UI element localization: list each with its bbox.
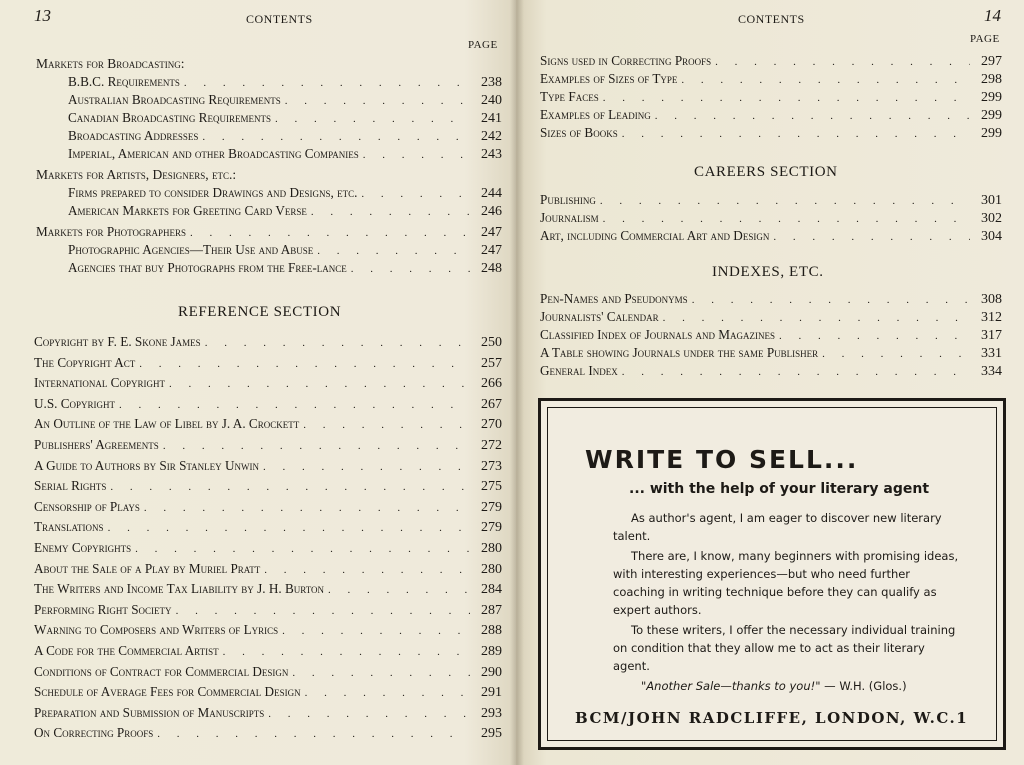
toc-entry	[540, 344, 1002, 362]
toc-entry-page: 299	[981, 108, 1002, 123]
toc-entry	[36, 223, 502, 241]
leader-dots	[144, 498, 470, 519]
toc-entry-title: Classified Index of Journals and Magazines	[540, 327, 776, 342]
toc-entry	[34, 414, 502, 435]
toc-entry-page: 295	[481, 726, 502, 742]
toc-entry-title: Conditions of Contract for Commercial Design	[34, 663, 289, 679]
leader-dots	[184, 74, 470, 92]
toc-entry-title: An Outline of the Law of Libel by J. A. Crockett	[34, 416, 300, 432]
leader-dots	[822, 345, 970, 363]
toc-entry	[34, 435, 502, 456]
toc-entry	[34, 497, 502, 518]
toc-entry-page: 243	[481, 147, 502, 162]
toc-entry-page: 280	[481, 540, 502, 556]
toc-entry-title: Markets for Broadcasting:	[36, 56, 185, 71]
toc-entry-title: International Copyright	[34, 375, 165, 391]
toc-entry-title: Enemy Copyrights	[34, 539, 132, 555]
toc-entry-page: 298	[981, 72, 1002, 87]
leader-dots	[600, 192, 970, 210]
toc-entry-page: 273	[481, 458, 502, 474]
leader-dots	[108, 518, 470, 539]
leader-dots	[603, 210, 970, 228]
leader-dots	[773, 228, 970, 246]
toc-entry-title: Art, including Commercial Art and Design	[540, 228, 770, 243]
toc-entry-page: 267	[481, 396, 502, 412]
toc-entry-page: 246	[481, 204, 502, 219]
careers-section-heading: CAREERS SECTION	[694, 164, 838, 180]
page-column-label-right: PAGE	[970, 33, 1000, 45]
toc-entry	[540, 227, 1002, 245]
leader-dots	[361, 185, 470, 203]
toc-entry-page: 304	[981, 229, 1002, 244]
toc-entry-title: Firms prepared to consider Drawings and Designs, etc.	[68, 185, 358, 200]
toc-entry	[540, 362, 1002, 380]
toc-entry	[34, 332, 502, 353]
toc-entry-title: Copyright by F. E. Skone James	[34, 334, 201, 349]
leader-dots	[176, 601, 470, 622]
toc-entry-page: 279	[481, 499, 502, 515]
toc-entry-page: 244	[481, 186, 502, 201]
toc-entry-title: Type Faces	[540, 89, 599, 104]
ad-paragraph: To these writers, I offer the necessary individual training on condition that they allow me to act as their literary agent.	[613, 623, 956, 673]
toc-entry-title: On Correcting Proofs	[34, 725, 154, 741]
toc-entry-title: Translations	[34, 519, 104, 535]
leader-dots	[692, 291, 970, 309]
toc-entry-title: Broadcasting Addresses	[68, 128, 199, 143]
leader-dots	[119, 395, 470, 416]
leader-dots	[663, 309, 970, 327]
toc-entry-page: 275	[481, 479, 502, 495]
toc-entry	[34, 620, 502, 641]
toc-entry-page: 250	[481, 335, 502, 350]
toc-entry	[36, 145, 502, 163]
toc-entry-page: 247	[481, 243, 502, 258]
toc-entry-title: Canadian Broadcasting Requirements	[68, 110, 271, 125]
toc-entry-title: Performing Right Society	[34, 601, 172, 617]
advertisement-box	[538, 398, 1006, 750]
page-number-right: 14	[984, 6, 1001, 25]
ad-subheadline: ... with the help of your literary agent	[629, 481, 930, 497]
toc-entry-title: Examples of Sizes of Type	[540, 71, 678, 86]
leader-dots	[264, 560, 470, 581]
reference-section-heading: REFERENCE SECTION	[178, 304, 342, 320]
toc-entry	[34, 703, 502, 724]
leader-dots	[622, 125, 970, 143]
toc-entry	[34, 476, 502, 497]
toc-entry-title: Imperial, American and other Broadcasting Companies	[68, 146, 359, 161]
page-number-left: 13	[34, 6, 51, 25]
toc-entry-title: About the Sale of a Play by Muriel Pratt	[34, 560, 261, 576]
toc-entry	[540, 70, 1002, 88]
toc-entry-page: 331	[981, 346, 1002, 361]
toc-entry-page: 238	[481, 75, 502, 90]
ad-headline: WRITE TO SELL...	[585, 445, 859, 474]
toc-entry-page: 334	[981, 364, 1002, 379]
toc-entry-title: Sizes of Books	[540, 125, 618, 140]
toc-entry-page: 270	[481, 417, 502, 433]
toc-entry-title: Publishers' Agreements	[34, 436, 159, 452]
toc-entry-page: 291	[481, 685, 502, 701]
toc-entry	[540, 209, 1002, 227]
toc-entry	[540, 106, 1002, 124]
leader-dots	[305, 683, 470, 704]
leader-dots	[303, 415, 470, 436]
toc-entry-title: Markets for Photographers	[36, 224, 187, 239]
toc-entry	[34, 641, 502, 662]
toc-entry	[34, 559, 502, 580]
leader-dots	[263, 457, 470, 478]
toc-entry	[34, 723, 502, 744]
leader-dots	[779, 327, 970, 345]
leader-dots	[205, 333, 470, 354]
leader-dots	[622, 363, 970, 381]
toc-entry	[36, 241, 502, 259]
toc-entry-title: Markets for Artists, Designers, etc.:	[36, 167, 237, 182]
toc-entry	[34, 662, 502, 683]
toc-entry-page: 242	[481, 129, 502, 144]
toc-entry-title: General Index	[540, 363, 618, 378]
toc-entry-title: B.B.C. Requirements	[68, 74, 180, 89]
toc-reference-list	[34, 332, 502, 744]
toc-entry-page: 299	[981, 126, 1002, 141]
toc-entry	[36, 55, 502, 73]
toc-entry	[540, 52, 1002, 70]
leader-dots	[223, 642, 470, 663]
leader-dots	[317, 242, 470, 260]
toc-entry	[34, 373, 502, 394]
toc-entry-page: 288	[481, 623, 502, 639]
leader-dots	[275, 110, 470, 128]
toc-entry	[36, 109, 502, 127]
toc-printing-list	[540, 52, 1002, 142]
ad-paragraph: There are, I know, many beginners with promising ideas, with interesting experiences—but who need further coaching in writing technique before they can qualify as expert authors.	[613, 549, 959, 617]
toc-entry	[540, 191, 1002, 209]
leader-dots	[157, 724, 470, 745]
toc-entry-title: Censorship of Plays	[34, 498, 140, 514]
toc-entry-title: Publishing	[540, 192, 596, 207]
toc-entry	[34, 353, 502, 374]
toc-entry-title: Warning to Composers and Writers of Lyrics	[34, 622, 279, 638]
ad-testimonial	[641, 679, 907, 693]
leader-dots	[351, 260, 470, 278]
toc-entry-page: 280	[481, 561, 502, 577]
toc-entry-title: Australian Broadcasting Requirements	[68, 92, 281, 107]
toc-entry	[34, 579, 502, 600]
leader-dots	[363, 146, 470, 164]
ad-quote-text: "Another Sale—thanks to you!"	[641, 679, 821, 693]
leader-dots	[655, 107, 970, 125]
leader-dots	[202, 128, 470, 146]
toc-entry-title: A Code for the Commercial Artist	[34, 642, 219, 658]
toc-entry	[34, 456, 502, 477]
toc-entry-title: Pen-Names and Pseudonyms	[540, 291, 688, 306]
leader-dots	[163, 436, 470, 457]
toc-careers-list	[540, 191, 1002, 245]
ad-paragraph: As author's agent, I am eager to discover new literary talent.	[613, 511, 942, 543]
toc-entry-title: The Copyright Act	[34, 354, 136, 370]
toc-entry-title: A Table showing Journals under the same Publisher	[540, 345, 819, 360]
toc-entry	[36, 166, 502, 184]
toc-entry	[540, 88, 1002, 106]
leader-dots	[135, 539, 470, 560]
page-column-label-left: PAGE	[468, 39, 498, 51]
toc-entry	[36, 184, 502, 202]
toc-entry-page: 293	[481, 705, 502, 721]
toc-entry-title: Examples of Leading	[540, 107, 651, 122]
toc-entry	[540, 124, 1002, 142]
leader-dots	[190, 224, 470, 242]
ad-address: BCM/JOHN RADCLIFFE, LONDON, W.C.1	[575, 709, 969, 727]
toc-entry-page: 284	[481, 582, 502, 598]
toc-entry-page: 301	[981, 193, 1002, 208]
toc-entry-title: A Guide to Authors by Sir Stanley Unwin	[34, 457, 259, 473]
toc-entry	[540, 308, 1002, 326]
leader-dots	[603, 89, 970, 107]
toc-entry-title: American Markets for Greeting Card Verse	[68, 203, 307, 218]
toc-entry	[34, 682, 502, 703]
toc-entry-page: 248	[481, 261, 502, 276]
toc-entry-title: Agencies that buy Photographs from the Free-lance	[68, 260, 347, 275]
book-gutter	[510, 0, 524, 765]
toc-entry-page: 289	[481, 643, 502, 659]
leader-dots	[311, 203, 470, 221]
toc-entry-page: 272	[481, 437, 502, 453]
running-head-left: CONTENTS	[246, 12, 313, 26]
toc-entry-page: 266	[481, 376, 502, 392]
toc-entry	[36, 73, 502, 91]
leader-dots	[282, 621, 470, 642]
toc-entry-title: Serial Rights	[34, 478, 107, 494]
toc-entry	[36, 259, 502, 277]
toc-entry-title: Schedule of Average Fees for Commercial Design	[34, 684, 301, 700]
toc-entry-page: 279	[481, 520, 502, 536]
toc-entry-page: 299	[981, 90, 1002, 105]
toc-entry	[34, 538, 502, 559]
toc-entry	[34, 600, 502, 621]
toc-entry-title: Signs used in Correcting Proofs	[540, 53, 712, 68]
toc-entry	[34, 517, 502, 538]
toc-indexes-list	[540, 290, 1002, 380]
toc-entry-title: The Writers and Income Tax Liability by J. H. Burton	[34, 581, 325, 597]
leader-dots	[328, 580, 470, 601]
toc-entry-page: 290	[481, 664, 502, 680]
leader-dots	[681, 71, 970, 89]
toc-entry-title: Journalism	[540, 210, 599, 225]
indexes-section-heading: INDEXES, ETC.	[712, 264, 824, 280]
toc-entry-title: Journalists' Calendar	[540, 309, 659, 324]
leader-dots	[285, 92, 470, 110]
toc-entry	[540, 326, 1002, 344]
toc-markets-list	[36, 55, 502, 277]
toc-entry-page: 308	[981, 292, 1002, 307]
ad-body-text	[613, 509, 963, 677]
toc-entry-page: 317	[981, 328, 1002, 343]
toc-entry-page: 302	[981, 211, 1002, 226]
toc-entry-page: 287	[481, 602, 502, 618]
leader-dots	[715, 53, 970, 71]
ad-quote-attribution: — W.H. (Glos.)	[820, 679, 907, 693]
toc-entry-page: 312	[981, 310, 1002, 325]
leader-dots	[268, 704, 470, 725]
toc-entry	[540, 290, 1002, 308]
toc-entry-page: 241	[481, 111, 502, 126]
toc-entry-page: 257	[481, 355, 502, 371]
toc-entry-page: 240	[481, 93, 502, 108]
toc-entry	[36, 202, 502, 220]
toc-entry	[36, 91, 502, 109]
leader-dots	[169, 374, 470, 395]
running-head-right: CONTENTS	[738, 12, 805, 26]
toc-entry-title: Photographic Agencies—Their Use and Abuse	[68, 242, 314, 257]
toc-entry	[36, 127, 502, 145]
leader-dots	[139, 354, 470, 375]
toc-entry-page: 247	[481, 225, 502, 240]
toc-entry-title: Preparation and Submission of Manuscripts	[34, 704, 265, 720]
toc-entry	[34, 394, 502, 415]
leader-dots	[110, 477, 470, 498]
leader-dots	[292, 663, 470, 684]
toc-entry-page: 297	[981, 54, 1002, 69]
toc-entry-title: U.S. Copyright	[34, 395, 116, 411]
